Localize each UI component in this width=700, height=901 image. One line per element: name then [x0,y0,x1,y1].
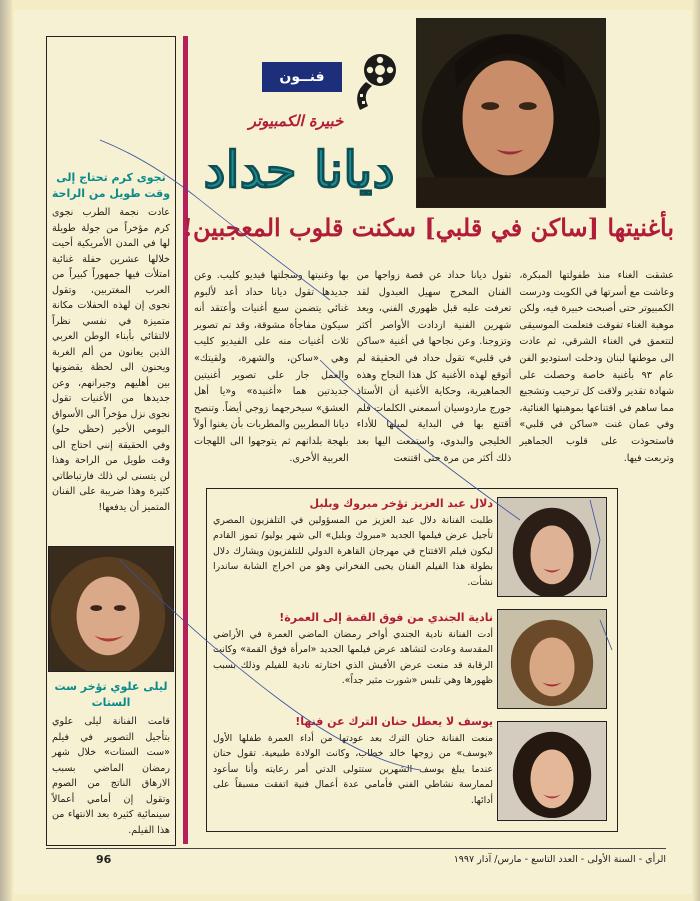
issue-info: الرأي - السنة الأولى - العدد التاسع - مارس/ آذار ١٩٩٧ [453,854,666,865]
news-item-2 [213,609,493,689]
news-item-2-text: أدت الفنانة نادية الجندي أواخر رمضان الماضي العمرة في الأراضي المقدسة وعادت لتشاهد عرض فيلمها الجديد «امرأة فوق القمة» وكانت الرقابة قد منعت عرض الأفيش الذي اختارته نادية للفيلم وذلك بسبب ظهورها وهي تلبس «شورت مثير جداً». [213,629,493,687]
article-subtitle: خبيرة الكمبيوتر [248,112,344,130]
sidebar-item1-text: عادت نجمة الطرب نجوى كرم مؤخراً من جولة طويلة لها في المدن الأمريكية أحيت خلالها عشرين حفلة غنائية امتلأت فيها جمهوراً كبيراً من العرب المغتربين، وتقول نجوى إن لهذه الحفلات مكانة متميزة في نفسي نظراً لالتقائي بأبناء الوطن العربي الذين يعانون من ألم الغربة ويحنون الى لحظة يقضونها بين أهليهم وجيرانهم، وعن جديدها من الأغنيات تقول نجوى نزل مؤخراً الى الأسواق البومي الأخير (حظي حلو) وفي الحقيقة إنني احتاج الى وقت طويل من الراحة وهذا لن يتسنى لي ذلك فارتباطاتي كثيرة وهذا ضريبة على الفنان المتميز أن يدفعها! [52,207,170,513]
news-item-1-text: طلبت الفنانة دلال عبد العزيز من المسؤولين في التلفزيون المصري تأجيل عرض فيلمها الجديد «مبروك وبلبل» الى شهر يوليو/ تموز القادم ليكون فيلم الافتتاح في مهرجان القاهرة الدولي للتلفزيون ويشارك دلال بطولة هذا الفيلم الفنان يحيى الفخراني وهو من اخراج الشابة ساندرا نشأت. [213,515,493,588]
news-item-3 [213,713,493,808]
sidebar-item2-text: قامت الفنانة ليلى علوي بتأجيل التصوير في فيلم «ست الستات» خلال شهر رمضان الماضي بسبب الارهاق الناتج من الصوم وتقول إن أمامي أعمالاً سينمائية كثيرة بعد الانتهاء من هذا الفيلم. [52,716,170,836]
article-column-2: تقول ديانا حداد عن قصة زواجها من الفنان المخرج سهيل العبدول لقد تعرفت عليه قبل ظهوري الفني، وبعد شهرين الفنية ازدادت الأواصر أكثر وتزوجنا. وعن نجاحها في أغنية «ساكن في قلبي» تقول حداد في الحقيقة لم أتوقع لهذه الأغنية كل هذا النجاح وهذه الجماهيرية، وحكاية الأغنية أن الأستاذ جورج ماردوسيان أسمعني الكلمات فلم أقتنع بها في البداية لميلها للأداء الخليجي والبدوي، واستمعت اليها بعد ذلك أكثر من مرة حتى اقتنعت [356,270,512,464]
section-tag: فنــون [262,62,342,92]
article-body [194,268,674,490]
news-item-2-title: نادية الجندي من فوق القمة إلى العمرة! [279,611,493,624]
news-item-3-title: يوسف لا يعطل حنان الترك عن فنها! [295,715,493,728]
news-item-1-title: دلال عبد العزيز تؤخر مبروك وبلبل [309,497,493,510]
page-footer [46,852,666,868]
column-divider [183,36,188,844]
hanan-eltork-photo [497,721,607,821]
article-column-1: عشقت الغناء منذ طفولتها المبكرة، وعاشت مع أسرتها في الكويت ودرست الكمبيوتر حتى أصبحت خبيرة فيه، ولكن موهبة الغناء تفوقت فتعلمت الموسيقى لتتعمق في الغناء الشرقي، ثم عادت الى موطنها لبنان ودخلت استوديو الفن عام ٩٣ بأغنية خاصة وحصلت على شهادة تقدير ولاقت كل ترحيب وتشجيع مما ساهم في اقتناعها بموهبتها الغنائية، وفي عمان غنت «ساكن في قلبي» فاستحوذت على قلوب الجماهير وتربعت فيها. [519,270,675,464]
sidebar-item2-title: ليلى علوي تؤخر ست الستات [54,680,168,709]
scan-right-edge [692,0,700,901]
article-column-3: بها وغنيتها وسجلتها فيديو كليب. وعن جديدها تقول ديانا حداد أعد لألبوم غنائي يتضمن سبع أغنيات وأعتقد أنه سيكون مفاجأة مشوقة، وقد تم تصوير ثلاث أغنيات منه على الفيديو كليب وهي «ساكن، والشهرة، ولقيتك» والعمل جار على تصوير أغنيتين جديدتين هما «أغنيدة» و«يا أهل العشق» سيخرجهما زوجي أيضاً. وتنصح ديانا المطربين والمطربات بأن يغنوا أولاً بلهجة بلدانهم ثم يتوجهوا الى اللهجات العربية الأخرى. [193,270,349,464]
article-title: ديانا حداد [203,140,395,199]
dalal-abdelaziz-photo [497,497,607,597]
footer-rule [46,848,666,849]
nadia-elgendy-photo [497,609,607,709]
sidebar-item2 [47,676,175,838]
diana-haddad-photo [416,18,606,208]
page-number: 96 [96,853,112,866]
news-box [206,488,618,832]
sidebar-item1-title: نجوى كرم تحتاج إلى وقت طويل من الراحة [51,171,171,200]
news-item-3-text: منعت الفنانة حنان الترك بعد عودتها من أداء العمرة طفلها الأول «يوسف» من زوجها خالد خطاب، وكانت الولادة طبيعية. تقول حنان عندما يبلغ يوسف الشهرين ستتولى الدتي أمر رعايته وأنا سأعود لممارسة نشاطي الفني فأمامي عدة أعمال فنية اتفقت مسبقاً على أدائها. [213,733,493,806]
scan-left-edge [0,0,12,901]
film-reel-icon [346,50,400,114]
news-item-1 [213,495,493,590]
article-headline: بأغنيتها [ساكن في قلبي] سكنت قلوب المعجبين! [182,213,674,242]
laila-elwi-photo [48,546,174,672]
